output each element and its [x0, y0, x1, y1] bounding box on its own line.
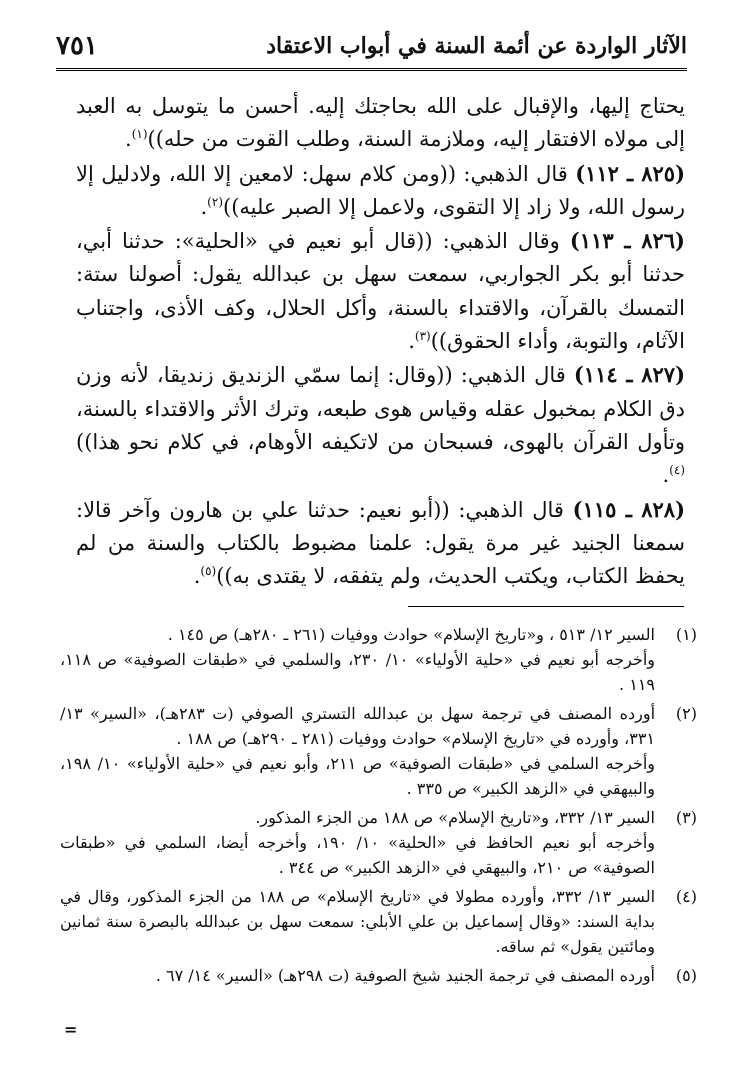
paragraph: (٨٢٧ ـ ١١٤) قال الذهبي: ((وقال: إنما سمّي الزنديق زنديقا، لأنه وزن دق الكلام بمخبول عقله وقياس هوى طبعه، وترك الأثر والاقتداء بالسنة، وتأول القرآن بالهوى، فسبحان من لاتكيفه الأوهام، في كلام نحو هذا))$^{(٤)}$. — [76, 362, 685, 488]
footnote-text — [60, 622, 655, 697]
continuation-mark: = — [64, 1020, 78, 1039]
paragraph-text: قال الذهبي: ((أبو نعيم: حدثنا علي بن هارون وآخر قالا: سمعنا الجنيد غير مرة يقول: علمنا مضبوط بالكتاب والسنة من لم يحفظ الكتاب، ويكتب الحديث، ولم يتفقه، لا يقتدى به)) — [76, 497, 685, 589]
footnote-item — [60, 963, 697, 988]
footnote-number: (٣) — [675, 808, 697, 827]
footnote-text — [60, 884, 655, 959]
paragraph-text: قال الذهبي: ((ومن كلام سهل: لامعين إلا الله، ولادليل إلا رسول الله، ولا زاد إلا التقوى، ولاعمل إلا الصبر عليه)) — [76, 161, 685, 219]
footnote-number: (٤) — [675, 887, 697, 906]
footnote-item — [60, 884, 697, 959]
footnote-line: أورده المصنف في ترجمة الجنيد شيخ الصوفية (ت ٢٩٨هـ) «السير» ١٤/ ٦٧ . — [155, 966, 655, 985]
running-header — [56, 28, 687, 64]
footnote-line: وأخرجه السلمي في «طبقات الصوفية» ص ٢١١، وأبو نعيم في «حلية الأولياء» ١٠/ ١٩٨، والبيهقي في «الزهد الكبير» ص ٣٣٥ . — [60, 754, 656, 798]
footnote-text — [60, 963, 655, 988]
footnote-text — [60, 701, 655, 801]
header-rule — [56, 68, 687, 71]
main-text — [76, 90, 685, 593]
paragraph-text: يحتاج إليها، والإقبال على الله بحاجتك إليه. أحسن ما يتوسل به العبد إلى مولاه الافتقار إليه، وملازمة السنة، وطلب القوت من حله)) — [76, 94, 685, 152]
footnote-line: وأخرجه أبو نعيم في «حلية الأولياء» ١٠/ ٢٣٠، والسلمي في «طبقات الصوفية» ص ١١٨، ١١٩ . — [60, 650, 656, 694]
paragraph: (٨٢٦ ـ ١١٣) وقال الذهبي: ((قال أبو نعيم في «الحلية»: حدثنا أبي، حدثنا أبو بكر الجواربي، سمعت سهل بن عبدالله يقول: أصولنا ستة: التمسك بالقرآن، والاقتداء بالسنة، وأكل الحلال، وكف الأذى، واجتناب الآثام، والتوبة، وأداء الحقوق))$^{(٣)}$. — [76, 228, 685, 354]
footnotes — [60, 622, 697, 992]
footnote-line: أورده المصنف في ترجمة سهل بن عبدالله التستري الصوفي (ت ٢٨٣هـ)، «السير» ١٣/ ٣٣١، وأورده في «تاريخ الإسلام» حوادث ووفيات (٢٨١ ـ ٢٩٠هـ) ص ١٨٨ . — [60, 704, 656, 748]
paragraph: يحتاج إليها، والإقبال على الله بحاجتك إليه. أحسن ما يتوسل به العبد إلى مولاه الافتقار إليه، وملازمة السنة، وطلب القوت من حله))$^{(١)}$. — [76, 94, 685, 152]
paragraph-text: وقال الذهبي: ((قال أبو نعيم في «الحلية»: حدثنا أبي، حدثنا أبو بكر الجواربي، سمعت سهل بن عبدالله يقول: أصولنا ستة: التمسك بالقرآن، والاقتداء بالسنة، وأكل الحلال، وكف الأذى، واجتناب الآثام، والتوبة، وأداء الحقوق)) — [76, 229, 685, 354]
footnote-item — [60, 805, 697, 880]
footnote-number: (٢) — [675, 704, 697, 723]
paragraph-text: قال الذهبي: ((وقال: إنما سمّي الزنديق زنديقا، لأنه وزن دق الكلام بمخبول عقله وقياس هوى طبعه، وترك الأثر والاقتداء بالسنة، وتأول القرآن بالهوى، فسبحان من لاتكيفه الأوهام، في كلام نحو هذا)) — [76, 363, 685, 454]
footnote-item — [60, 622, 697, 697]
footnote-line: السير ١٢/ ٥١٣ ، و«تاريخ الإسلام» حوادث ووفيات (٢٦١ ـ ٢٨٠هـ) ص ١٤٥ . — [167, 625, 655, 644]
footnote-ref[interactable]: (١) — [131, 127, 148, 142]
footnote-ref[interactable]: (٣) — [414, 329, 431, 344]
footnote-line: السير ١٣/ ٣٣٢، و«تاريخ الإسلام» ص ١٨٨ من الجزء المذكور. — [255, 808, 655, 827]
footnote-number: (١) — [675, 625, 697, 644]
entry-number: (٨٢٧ ـ ١١٤) — [573, 362, 685, 388]
entry-number: (٨٢٨ ـ ١١٥) — [572, 496, 685, 522]
footnote-ref[interactable]: (٥) — [200, 564, 217, 579]
footnote-separator — [408, 606, 684, 607]
footnote-line: وأخرجه أبو نعيم الحافظ في «الحلية» ١٠/ ١٩٠، وأخرجه أيضا، السلمي في «طبقات الصوفية» ص ٢١٠، والبيهقي في «الزهد الكبير» ص ٣٤٤ . — [60, 833, 655, 877]
footnote-text — [60, 805, 655, 880]
entry-number: (٨٢٦ ـ ١١٣) — [569, 228, 685, 254]
page-number: ٧٥١ — [56, 31, 98, 61]
paragraph: (٨٢٨ ـ ١١٥) قال الذهبي: ((أبو نعيم: حدثنا علي بن هارون وآخر قالا: سمعنا الجنيد غير مرة يقول: علمنا مضبوط بالكتاب والسنة من لم يحفظ الكتاب، ويكتب الحديث، ولم يتفقه، لا يقتدى به))$^{(٥)}$. — [76, 496, 685, 589]
footnote-line: السير ١٣/ ٣٣٢، وأورده مطولا في «تاريخ الإسلام» ص ١٨٨ من الجزء المذكور، وقال في بداية السند: «وقال إسماعيل بن علي الأبلي: سمعت سهل بن عبدالله بالبصرة سنة ثمانين ومائتين يقول» ثم ساقه. — [60, 887, 656, 956]
footnote-number: (٥) — [675, 966, 697, 985]
footnote-ref[interactable]: (٢) — [207, 194, 223, 209]
running-title: الآثار الواردة عن أئمة السنة في أبواب الاعتقاد — [266, 33, 687, 59]
footnote-ref[interactable]: (٤) — [669, 463, 685, 478]
entry-number: (٨٢٥ ـ ١١٢) — [575, 160, 685, 186]
paragraph: (٨٢٥ ـ ١١٢) قال الذهبي: ((ومن كلام سهل: لامعين إلا الله، ولادليل إلا رسول الله، ولا زاد إلا التقوى، ولاعمل إلا الصبر عليه))$^{(٢)}$. — [76, 160, 685, 219]
footnote-item — [60, 701, 697, 801]
